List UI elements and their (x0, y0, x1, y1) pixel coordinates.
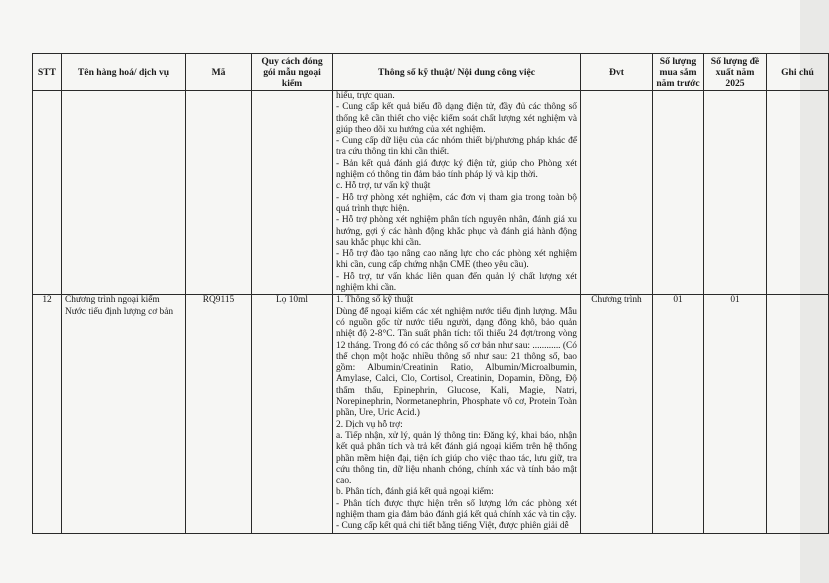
cell-proposed-qty: 01 (704, 295, 767, 533)
header-packaging: Quy cách đóng gói mẫu ngoại kiểm (252, 54, 333, 91)
cell-prev-qty: 01 (653, 295, 704, 533)
cell-name (62, 91, 186, 295)
cell-packaging: Lọ 10ml (252, 295, 333, 533)
cell-stt: 12 (33, 295, 62, 533)
spec-line: - Cung cấp kết quả biểu đồ dạng điện tử, đầy đủ các thông số thống kê cần thiết cho việc kiểm soát chất lượng xét nghiệm và giúp theo dõi xu hướng của xét nghiệm. (336, 102, 577, 135)
spec-line: - Hỗ trợ phòng xét nghiệm, các đơn vị tham gia trong toàn bộ quá trình thực hiện. (336, 192, 577, 214)
spec-line: hiểu, trực quan. (336, 91, 395, 101)
header-stt: STT (33, 54, 62, 91)
header-prev-qty: Số lượng mua sắm năm trước (653, 54, 704, 91)
spec-line: - Phân tích được thực hiện trên số lượng lớn các phòng xét nghiệm tham gia đảm bảo đánh giá kết quả chính xác và tin cậy. (336, 498, 577, 520)
header-code: Mã (186, 54, 252, 91)
spec-line: - Cung cấp dữ liệu của các nhóm thiết bị/phương pháp khác để tra cứu thông tin khi cần thiết. (336, 136, 577, 158)
spec-line: a. Tiếp nhận, xử lý, quản lý thông tin: Đăng ký, khai báo, nhận kết quả phân tích và trả kết đánh giá ngoại kiểm trên hệ thống phần mềm hiện đại, tiện ích giúp cho việc thao tác, lưu giữ, tra cứu thông tin, dữ liệu nhanh chóng, chính xác và tính bảo mật cao. (336, 430, 577, 487)
spec-line: Dùng để ngoại kiểm các xét nghiệm nước tiểu định lượng. Mẫu có nguồn gốc từ nước tiểu người, dạng đông khô, bảo quản nhiệt độ 2-8°C. Tần suất phân tích: tối thiểu 24 đợt/trong vòng 12 tháng. Trong đó có các thông số cơ bản như sau: ............ (Có thể chọn một hoặc nhiều thông số như sau: 21 thông số, bao gồm: Albumin/Creatinin Ratio, Albumin/Microalbumin, Amylase, Calci, Clo, Cortisol, Creatinin, Dopamin, Đồng, Độ thẩm thấu, Epinephrin, Glucose, Kali, Magie, Natri, Norepinephrin, Normetanephrin, Phosphate vô cơ, Protein Toàn phần, Ure, Uric Acid.) (336, 306, 577, 419)
header-unit: Đvt (581, 54, 653, 91)
spec-line: c. Hỗ trợ, tư vấn kỹ thuật (336, 181, 431, 192)
spec-line: 1. Thông số kỹ thuật (336, 295, 414, 306)
cell-unit: Chương trình (581, 295, 653, 533)
spec-line: - Bản kết quả đánh giá được ký điện tử, giúp cho Phòng xét nghiệm có thông tin đảm bảo tính pháp lý và kịp thời. (336, 158, 577, 181)
cell-proposed-qty (704, 91, 767, 295)
spec-line: b. Phân tích, đánh giá kết quả ngoại kiểm: (336, 487, 494, 498)
cell-code: RQ9115 (186, 295, 252, 533)
cell-note (767, 91, 829, 295)
header-name: Tên hàng hoá/ dịch vụ (62, 54, 186, 91)
cell-unit (581, 91, 653, 295)
spec-line: - Hỗ trợ đào tạo nâng cao năng lực cho các phòng xét nghiệm khi cần, cung cấp chứng nhận CME (theo yêu cầu). (336, 249, 577, 271)
cell-code (186, 91, 252, 295)
cell-spec (333, 295, 581, 533)
table-row (33, 295, 829, 533)
cell-stt (33, 91, 62, 295)
spec-line: - Hỗ trợ phòng xét nghiệm phân tích nguyên nhân, đánh giá xu hướng, gợi ý các hành động khắc phục và đánh giá hành động sau khắc phục khi cần. (336, 215, 577, 248)
cell-prev-qty (653, 91, 704, 295)
spec-line: 2. Dịch vụ hỗ trợ: (336, 419, 403, 430)
table-header-row (33, 54, 829, 91)
table-row (33, 91, 829, 295)
cell-note (767, 295, 829, 533)
header-note: Ghi chú (767, 54, 829, 91)
specification-table (32, 53, 829, 534)
spec-line: - Hỗ trợ, tư vấn khác liên quan đến quản lý chất lượng xét nghiệm khi cần. (336, 271, 577, 294)
spec-line: - Cung cấp kết quả chi tiết bằng tiếng Việt, được phiên giải dễ (336, 521, 569, 532)
header-proposed-qty: Số lượng đề xuất năm 2025 (704, 54, 767, 91)
cell-spec (333, 91, 581, 295)
cell-packaging (252, 91, 333, 295)
header-spec: Thông số kỹ thuật/ Nội dung công việc (333, 54, 581, 91)
cell-name: Chương trình ngoại kiểm Nước tiểu định lượng cơ bản (62, 295, 186, 533)
